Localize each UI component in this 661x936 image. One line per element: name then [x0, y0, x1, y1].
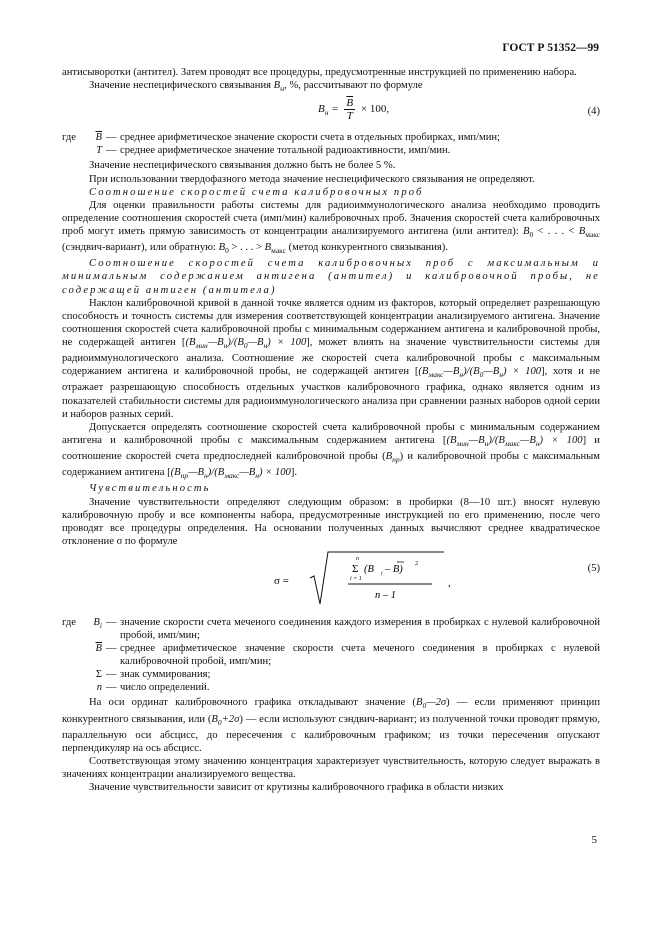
sum-upper: n	[356, 555, 359, 562]
penultimate-sample: $B_{пр}$	[385, 451, 400, 465]
sandwich-value: $B_0+2\sigma$	[211, 713, 240, 727]
sum-lower: i = 1	[350, 575, 362, 582]
paragraph-9: На оси ординат калибровочного графика откладывают значение $(B_0—2\sigma)$ — если применяют принцип конкурентного связывания, или $(B_0+2\sigma)$ — если используют сэндвич-вариант; из полученной точки проводят прямую, параллельную оси абсцисс, до пересечения с калибровочным графиком; из точки пересечения опускают перпендикуляр на ось абсцисс.	[62, 697, 601, 754]
ratio-penultimate-max: $(B_{пр}—B_н)/(B_{макс}—B_н) \times 100$	[170, 467, 291, 481]
paragraph-11: Значение чувствительности зависит от крутизны калибровочного графика в области низких	[89, 782, 504, 794]
paragraph-10: Соответствующая этому значению концентрация характеризует чувствительность, которую следует выражать в значениях концентрации анализируемого вещества.	[62, 756, 600, 781]
definition-item: Σ — знак суммирования;	[95, 669, 211, 681]
paragraph-5: Для оценки правильности работы системы для радиоиммунологического анализа необходимо проводить определение соотношения скоростей счета (имп/мин) калибровочных проб. Значения скоростей счета калибровочных проб могут иметь прямую зависимость от концентрации анализируемого антигена (или антител): $B_0$ < . . . < $B_{макс}$ (сэндвич-вариант), или обратную: $B_0$ > . . . > $B_{макс}$ (метод конкурентного связывания).	[62, 199, 600, 256]
section-heading-ratio: Соотношение скоростей счета калибровочных проб	[89, 186, 424, 198]
paragraph-1: антисыворотки (антител). Затем проводят все процедуры, предусмотренные инструкцией по применению набора.	[62, 67, 577, 78]
formula-comma: ,	[448, 576, 451, 589]
section-heading-sensitivity: Чувствительность	[89, 483, 211, 495]
standard-header: ГОСТ Р 51352—99	[502, 42, 599, 54]
competitive-value: $B_0—2\sigma$	[415, 697, 447, 711]
definition-item: n — число определений.	[96, 682, 210, 694]
sum-symbol: Σ	[352, 562, 359, 575]
ratio-min-max: $(B_{мин}—B_н)/(B_{макс}—B_н) \times 100$	[446, 434, 583, 448]
sum-term-mean: – B)	[385, 563, 403, 575]
page-number: 5	[591, 834, 597, 846]
paragraph-4: При использовании твердофазного метода значение неспецифического связывания не определяют.	[89, 173, 535, 185]
formula-4-definitions	[62, 131, 600, 157]
fraction-denominator: n – 1	[375, 589, 396, 601]
formula-4: $B_н$ = $\frac{\overline{B}}{T}$ × 100, (4)	[318, 97, 600, 123]
sigma-formula	[272, 548, 472, 612]
sigma-lhs: σ =	[274, 574, 289, 587]
paragraph-6: Наклон калибровочной кривой в данной точке является одним из факторов, который определяет разрешающую способность и точность системы для измерения соответствующей концентрации анализируемого антигена. Значение соотношения скоростей счета калибровочной пробы с минимальным содержанием антигена и калибровочной пробы, не содержащей антиген $[(B_{мин}—B_н)/(B_0—B_н) \times 100]$, может влиять на значение чувствительности системы для радиоиммунологического анализа. Соотношение же скоростей счета калибровочной пробы с максимальным содержанием антигена и калибровочной пробы, не содержащей антиген $[(B_{макс}—B_н)/(B_0—B_н) \times 100]$, хотя и не отражает разрешающую способность отдельных участков калибровочного графика, однако является одним из показателей стабильности системы для радиоиммунологического анализа при сравнении разных наборов одной серии и наборов разных серий.	[62, 297, 601, 420]
square-exponent: 2	[415, 560, 418, 567]
document-body	[62, 66, 600, 794]
definition-item: $\overline{B}$ — среднее арифметическое значение скорости счета меченого соединения в пробирках с нулевой калибровочной пробой, имп/мин;	[95, 643, 600, 668]
ratio-max: $(B_{макс}—B_н)/(B_0—B_н) \times 100$	[418, 366, 542, 380]
paragraph-2: Значение неспецифического связывания $B_н$, %, рассчитывают по формуле	[89, 80, 423, 94]
paragraph-8: Значение чувствительности определяют следующим образом: в пробирки (8—10 шт.) вносят нулевую калибровочную пробу и все компоненты набора, предусмотренные инструкцией по его применению, после чего проводят все процедуры определения. На основании полученных данных вычисляют среднее квадратическое отклонение σ по формуле	[62, 496, 600, 547]
sum-term-sub: i	[381, 570, 383, 577]
formula-5-definitions	[62, 616, 600, 695]
formula-5	[62, 548, 600, 614]
definition-item: T — среднее арифметическое значение тотальной радиоактивности, имп/мин.	[96, 145, 451, 157]
formula-number-5: (5)	[587, 562, 600, 574]
sum-term: (B	[364, 563, 374, 575]
definition-item: где $\overline{B}$ — среднее арифметическое значение скорости счета в отдельных пробирках, имп/мин;	[62, 132, 500, 144]
ratio-min: $(B_{мин}—B_н)/(B_0—B_н) \times 100$	[185, 336, 307, 351]
definition-item: где $B_i$ — значение скорости счета меченого соединения каждого измерения в пробирках с нулевой калибровочной пробой, имп/мин;	[62, 616, 600, 641]
paragraph-3: Значение неспецифического связывания должно быть не более 5 %.	[89, 160, 396, 172]
section-heading-max-min: Соотношение скоростей счета калибровочных проб с максимальным и минимальным содержанием антигена (антител) и калибровочной пробы, не содержащей антиген (антитела)	[62, 258, 600, 296]
formula-number-4: (4)	[587, 106, 600, 118]
paragraph-7: Допускается определять соотношение скоростей счета калибровочной пробы с минимальным содержанием антигена и калибровочной пробы с максимальным содержанием антигена $[(B_{мин}—B_н)/(B_{макс}—B_н) \times 100]$ и соотношение скоростей счета предпоследней калибровочной пробы $(B_{пр})$ и калибровочной пробы с максимальным содержанием антигена $[(B_{пр}—B_н)/(B_{макс}—B_н) \times 100]$.	[62, 421, 600, 481]
